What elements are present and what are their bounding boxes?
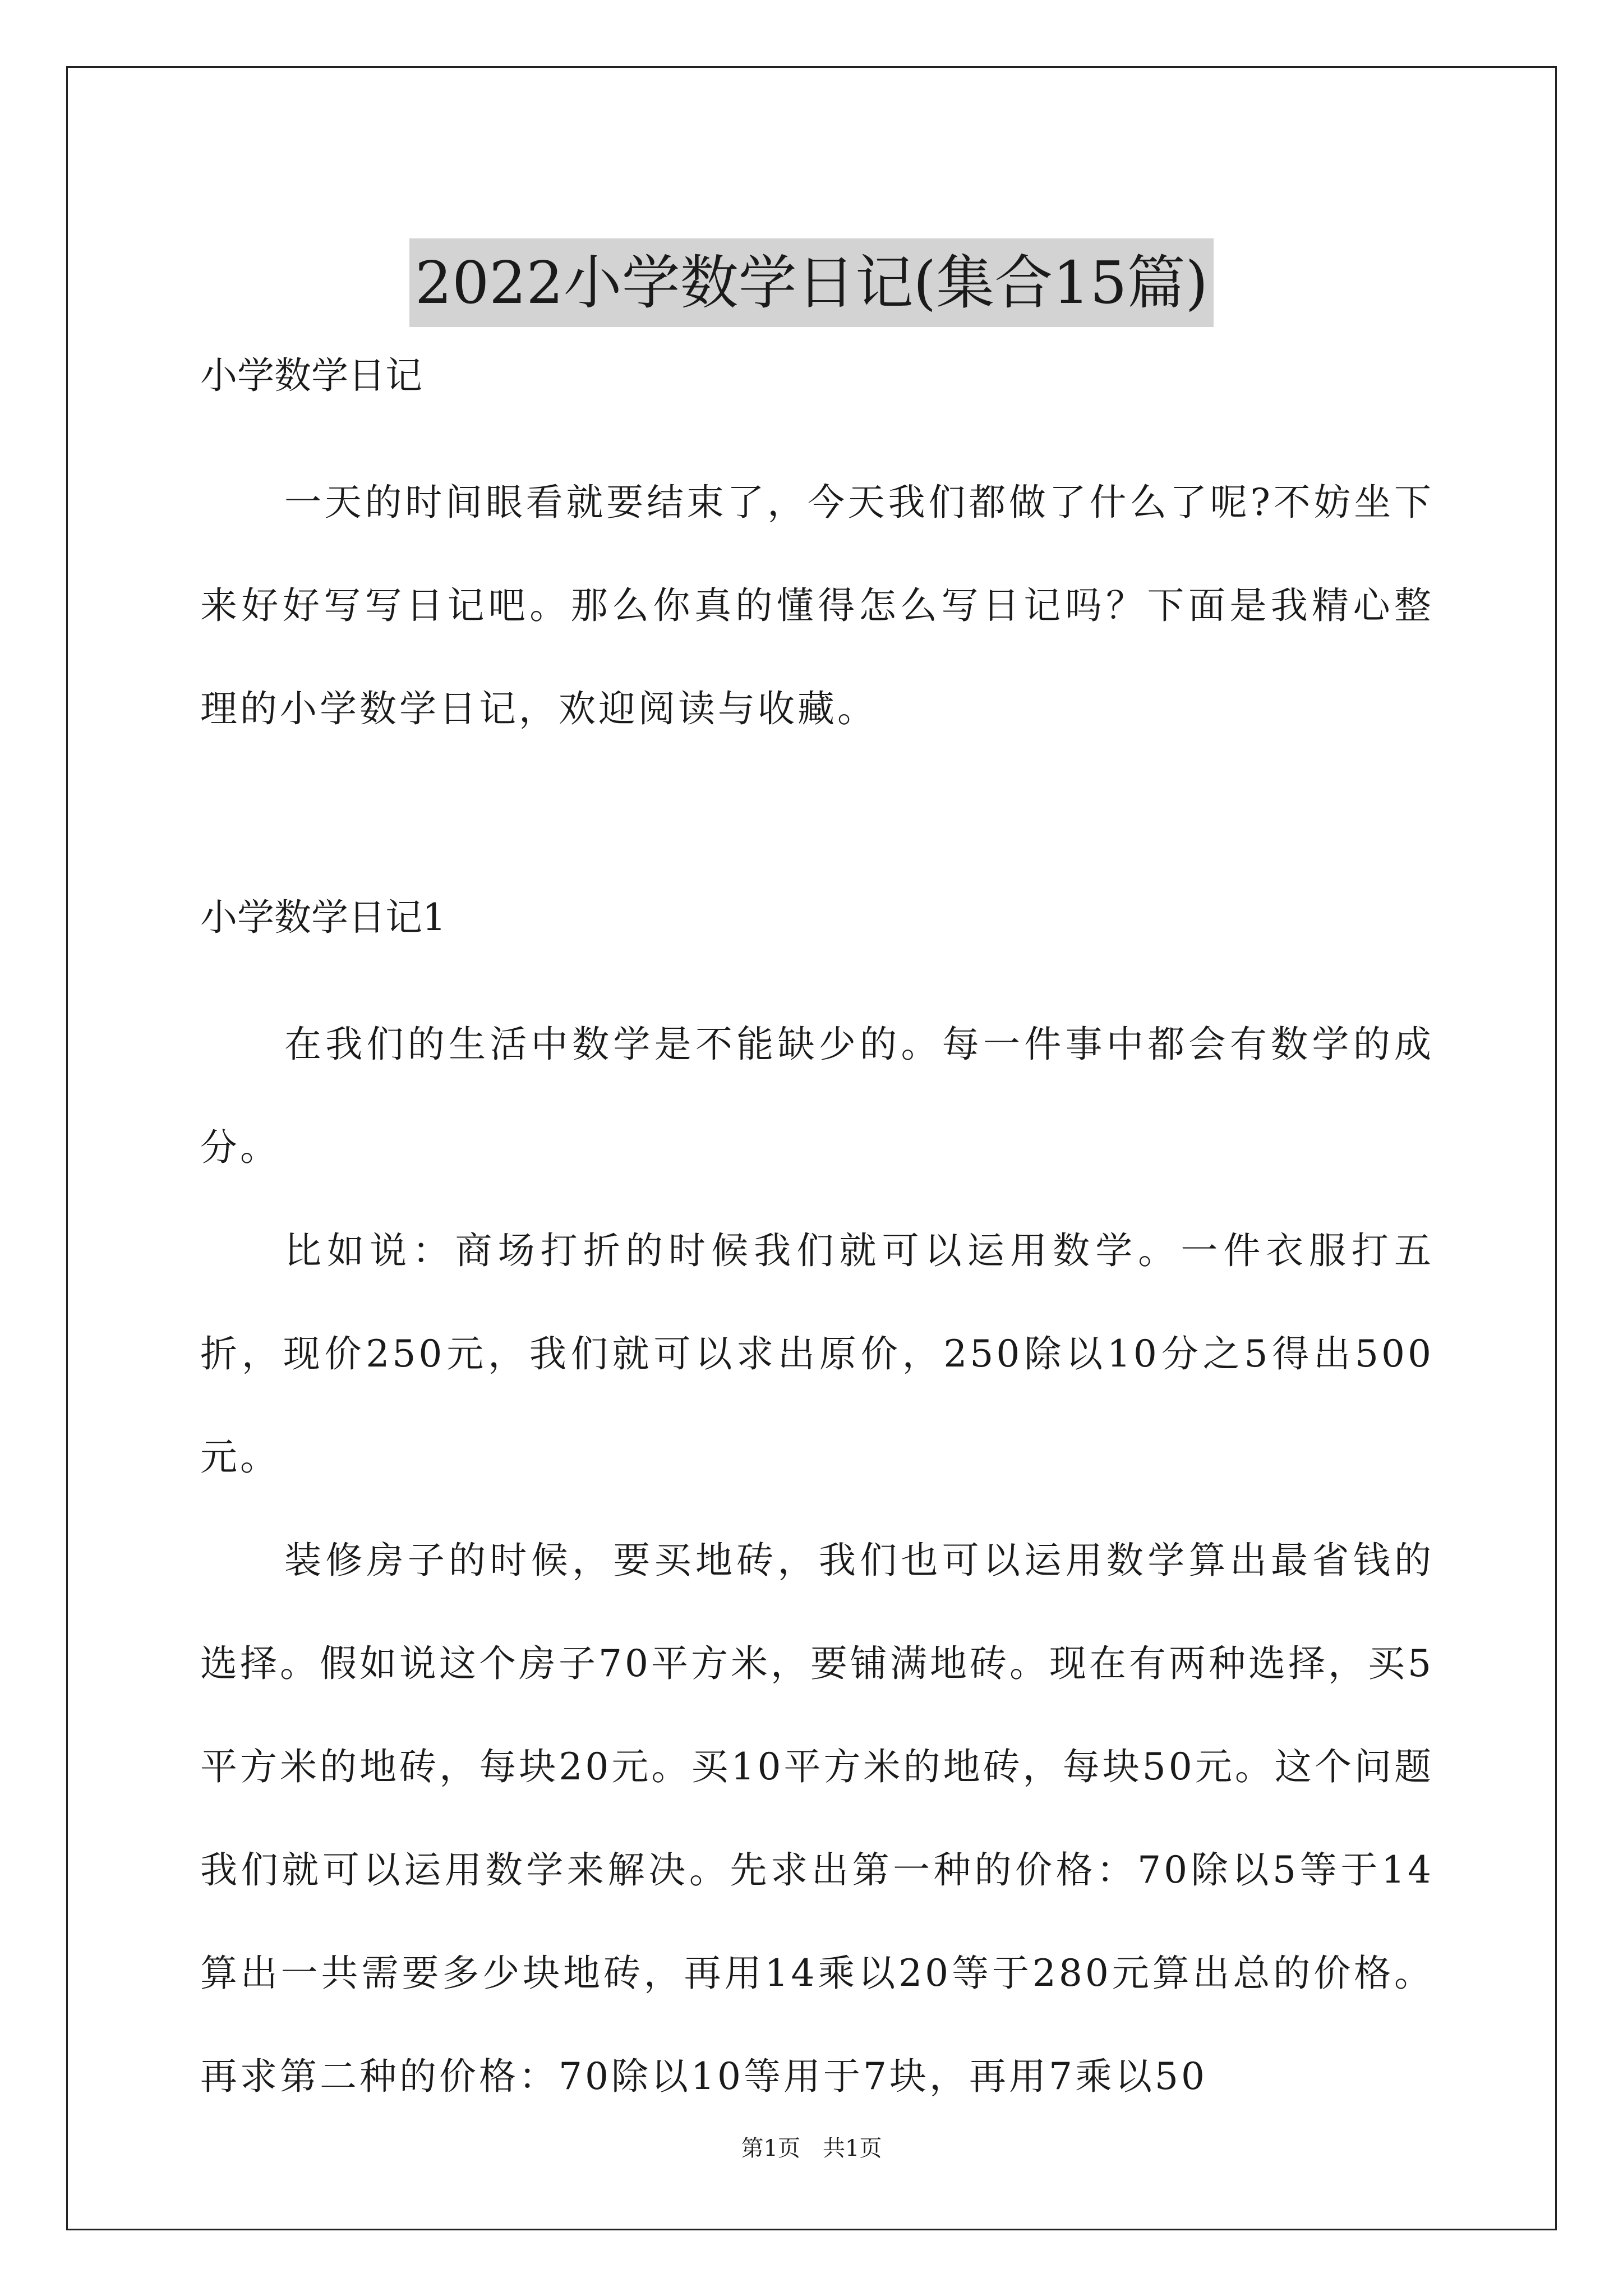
document-title: 2022小学数学日记(集合15篇) [409, 238, 1214, 327]
page-footer: 第1页 共1页 [741, 2136, 882, 2161]
section-heading: 小学数学日记1 [200, 896, 446, 939]
title-container [0, 199, 1623, 366]
body-paragraph-1: 在我们的生活中数学是不能缺少的。每一件事中都会有数学的成分。 [200, 1023, 1434, 1169]
body-paragraph-2: 比如说：商场打折的时候我们就可以运用数学。一件衣服打五折，现价250元，我们就可以求出原价，250除以10分之5得出500元。 [200, 1229, 1434, 1479]
intro-heading: 小学数学日记 [200, 354, 422, 397]
section-spacer [200, 761, 1434, 890]
document-body [200, 348, 1434, 2128]
intro-paragraph: 一天的时间眼看就要结束了，今天我们都做了什么了呢?不妨坐下来好好写写日记吧。那么你真的懂得怎么写日记吗？下面是我精心整理的小学数学日记，欢迎阅读与收藏。 [200, 481, 1434, 730]
body-paragraph-3: 装修房子的时候，要买地砖，我们也可以运用数学算出最省钱的选择。假如说这个房子70平方米，要铺满地砖。现在有两种选择，买5平方米的地砖，每块20元。买10平方米的地砖，每块50元。这个问题我们就可以运用数学来解决。先求出第一种的价格：70除以5等于14算出一共需要多少块地砖，再用14乘以20等于280元算出总的价格。再求第二种的价格：70除以10等用于7块，再用7乘以50 [200, 1539, 1434, 2098]
